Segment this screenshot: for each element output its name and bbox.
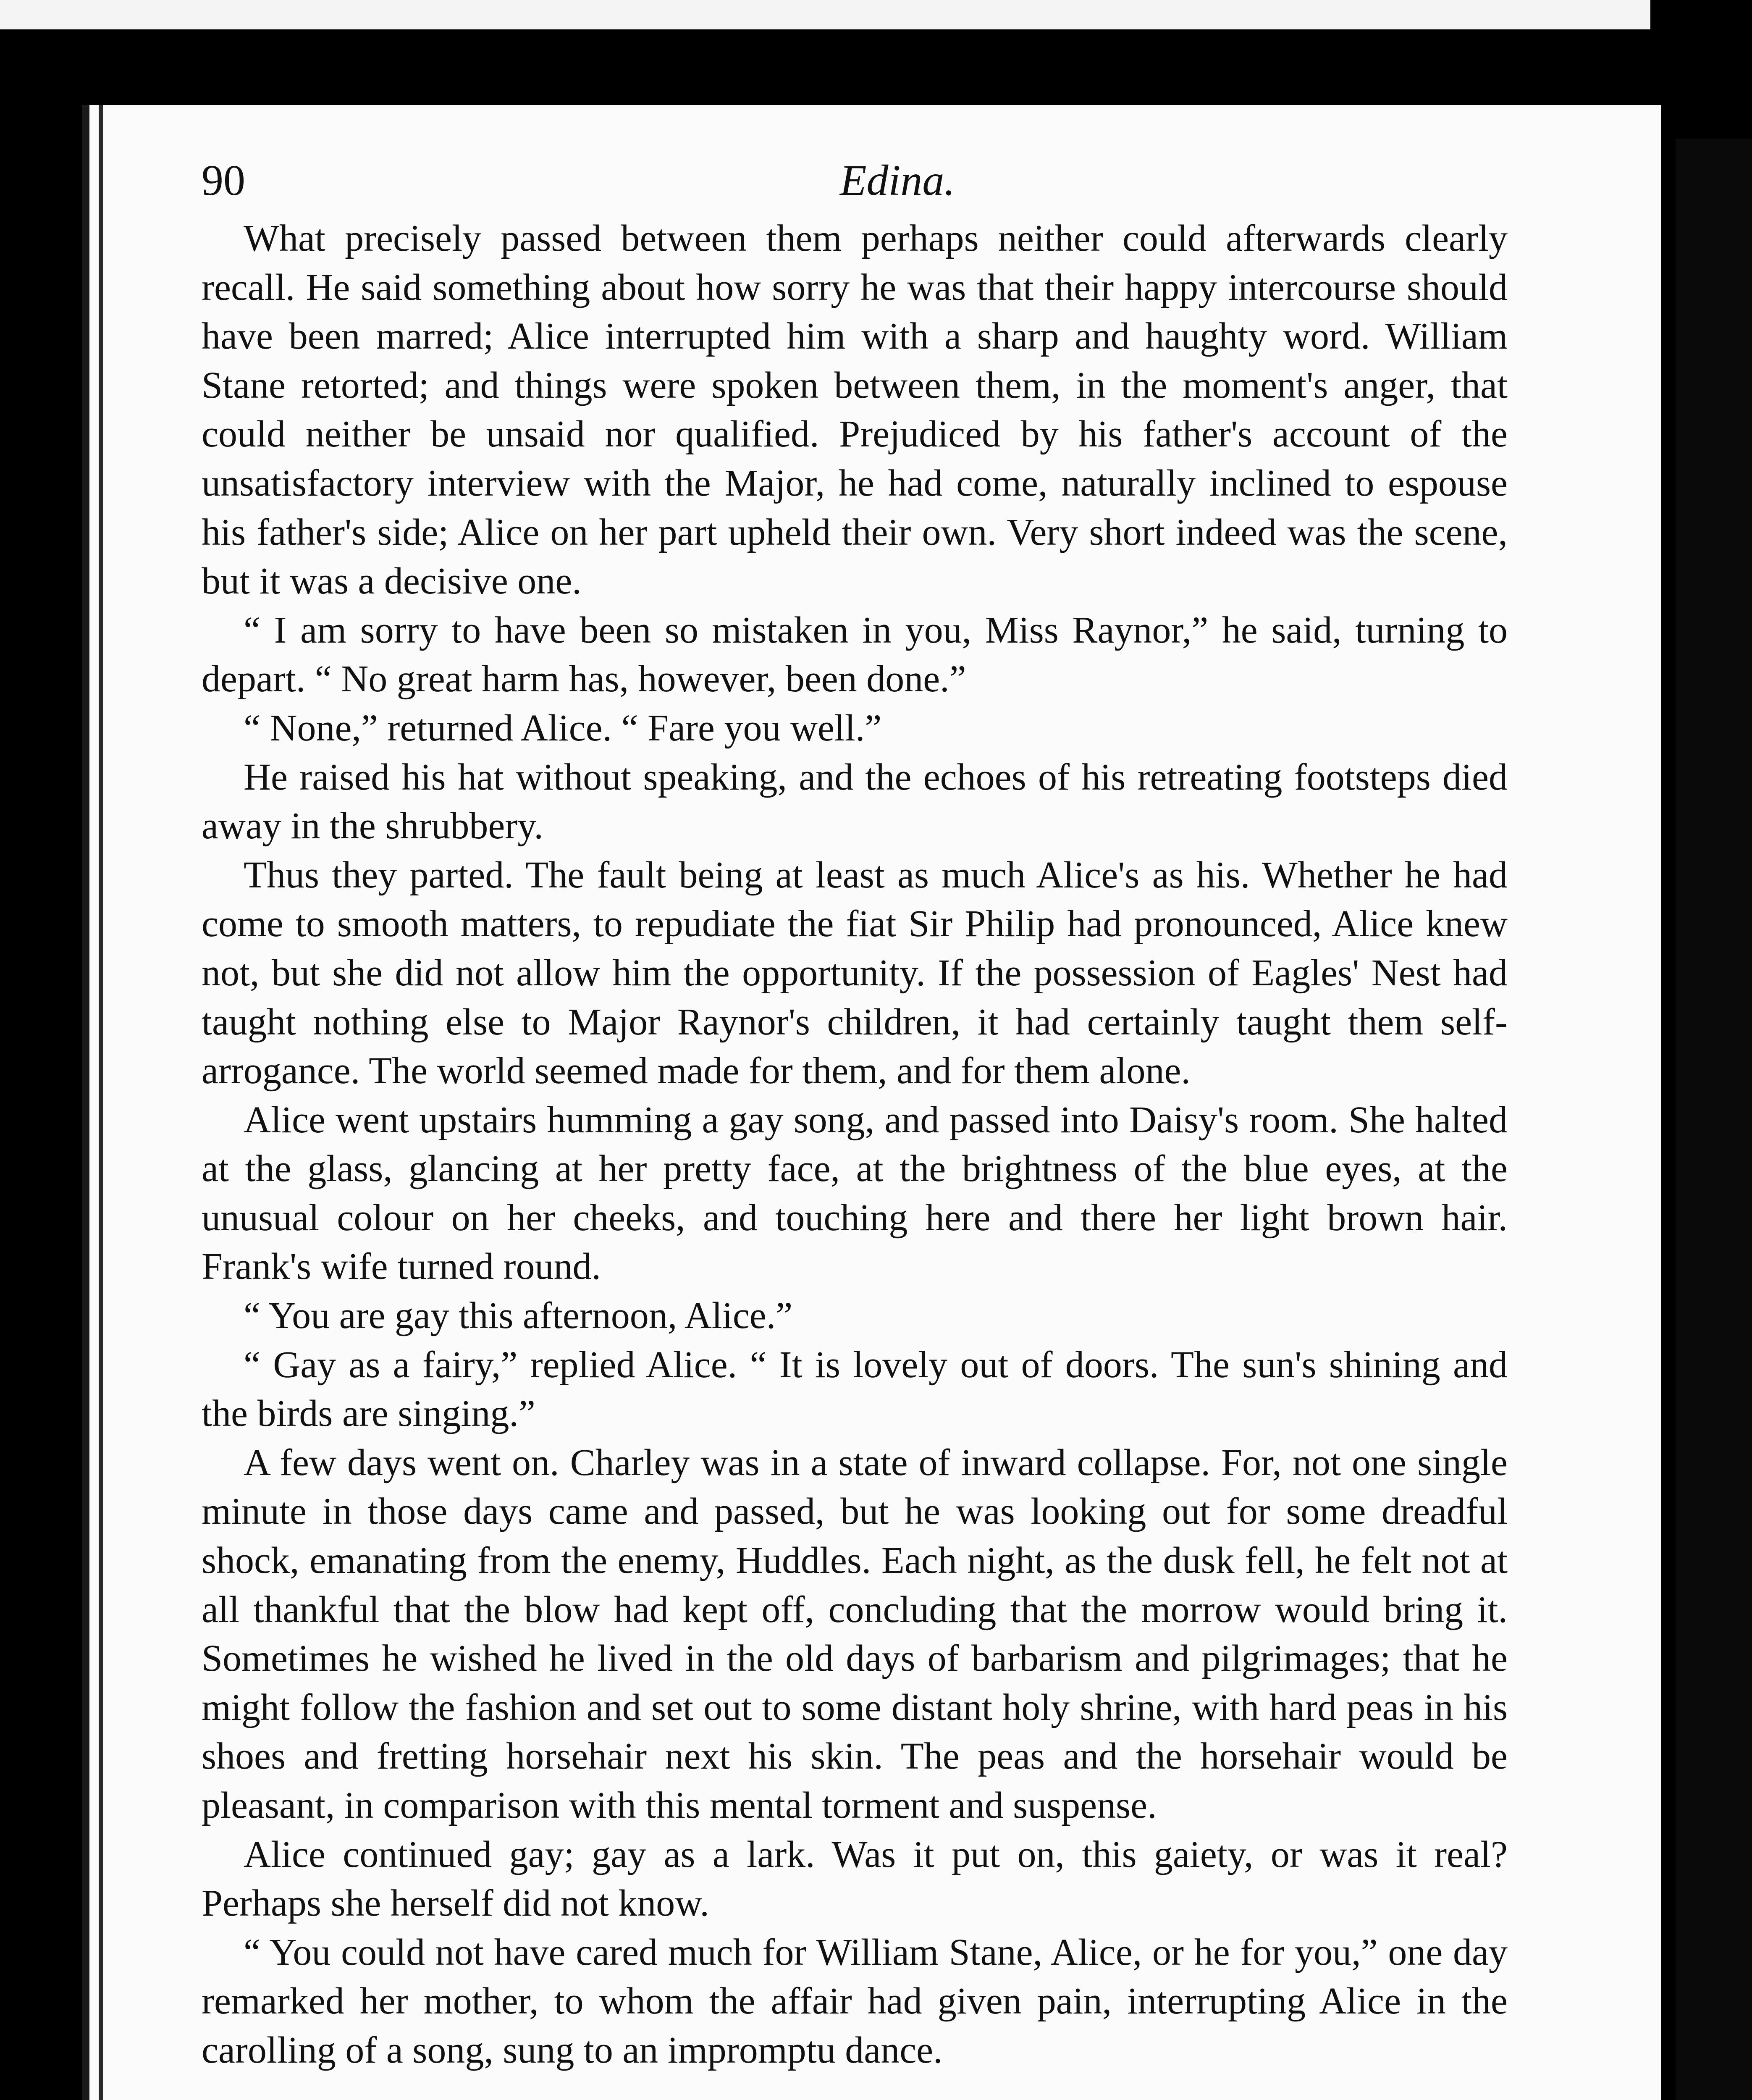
running-title: Edina.	[840, 156, 955, 205]
paragraph: Alice continued gay; gay as a lark. Was it put on, this gaiety, or was it real? Perhaps she herself did not know.	[202, 1833, 1508, 1924]
running-head	[202, 139, 1512, 223]
paragraph: “ You are gay this afternoon, Alice.”	[244, 1295, 793, 1337]
paragraph: What precisely passed between them perhaps neither could afterwards clearly recall. He said something about how sorry he was that their happy intercourse should have been marred; Alice interrupted him with a sharp and haughty word. William Stane retorted; and things were spoken between them, in the moment's anger, that could neither be unsaid nor qualified. Prejudiced by his father's account of the unsatisfactory interview with the Major, he had come, naturally inclined to espouse his father's side; Alice on her part upheld their own. Very short indeed was the scene, but it was a decisive one.	[202, 218, 1508, 602]
paragraph: A few days went on. Charley was in a state of inward collapse. For, not one single minute in those days came and passed, but he was looking out for some dreadful shock, emanating from the enemy, Huddles. Each night, as the dusk fell, he felt not at all thankful that the blow had kept off, concluding that the morrow would bring it. Sometimes he wished he lived in the old days of barbarism and pilgrimages; that he might follow the fashion and set out to some distant holy shrine, with hard peas in his shoes and fretting horsehair next his skin. The peas and the horsehair would be pleasant, in comparison with this mental torment and suspense.	[202, 1441, 1508, 1826]
adjacent-page-top-edge	[0, 0, 1650, 29]
page-gutter-line	[99, 105, 103, 2100]
paragraph: “ Gay as a fairy,” replied Alice. “ It is lovely out of doors. The sun's shining and the birds are singing.”	[202, 1344, 1508, 1435]
paragraph: He raised his hat without speaking, and the echoes of his retreating footsteps died away in the shrubbery.	[202, 756, 1508, 847]
body-text	[202, 214, 1508, 2075]
paragraph: Alice went upstairs humming a gay song, and passed into Daisy's room. She halted at the glass, glancing at her pretty face, at the brightness of the blue eyes, at the unusual colour on her cheeks, and touching here and there her light brown hair. Frank's wife turned round.	[202, 1099, 1508, 1288]
page-number: 90	[202, 156, 245, 205]
paragraph: “ None,” returned Alice. “ Fare you well.”	[244, 707, 882, 749]
scan-right-edge	[1676, 139, 1752, 2100]
paragraph: “ I am sorry to have been so mistaken in you, Miss Raynor,” he said, turning to depart. “ No great harm has, however, been done.”	[202, 609, 1508, 700]
paragraph: Thus they parted. The fault being at least as much Alice's as his. Whether he had come to smooth matters, to repudiate the fiat Sir Philip had pronounced, Alice knew not, but she did not allow him the opportunity. If the possession of Eagles' Nest had taught nothing else to Major Raynor's children, it had certainly taught them self-arrogance. The world seemed made for them, and for them alone.	[202, 854, 1508, 1092]
paragraph: “ You could not have cared much for William Stane, Alice, or he for you,” one day remarked her mother, to whom the affair had given pain, interrupting Alice in the carolling of a song, sung to an impromptu dance.	[202, 1931, 1508, 2071]
